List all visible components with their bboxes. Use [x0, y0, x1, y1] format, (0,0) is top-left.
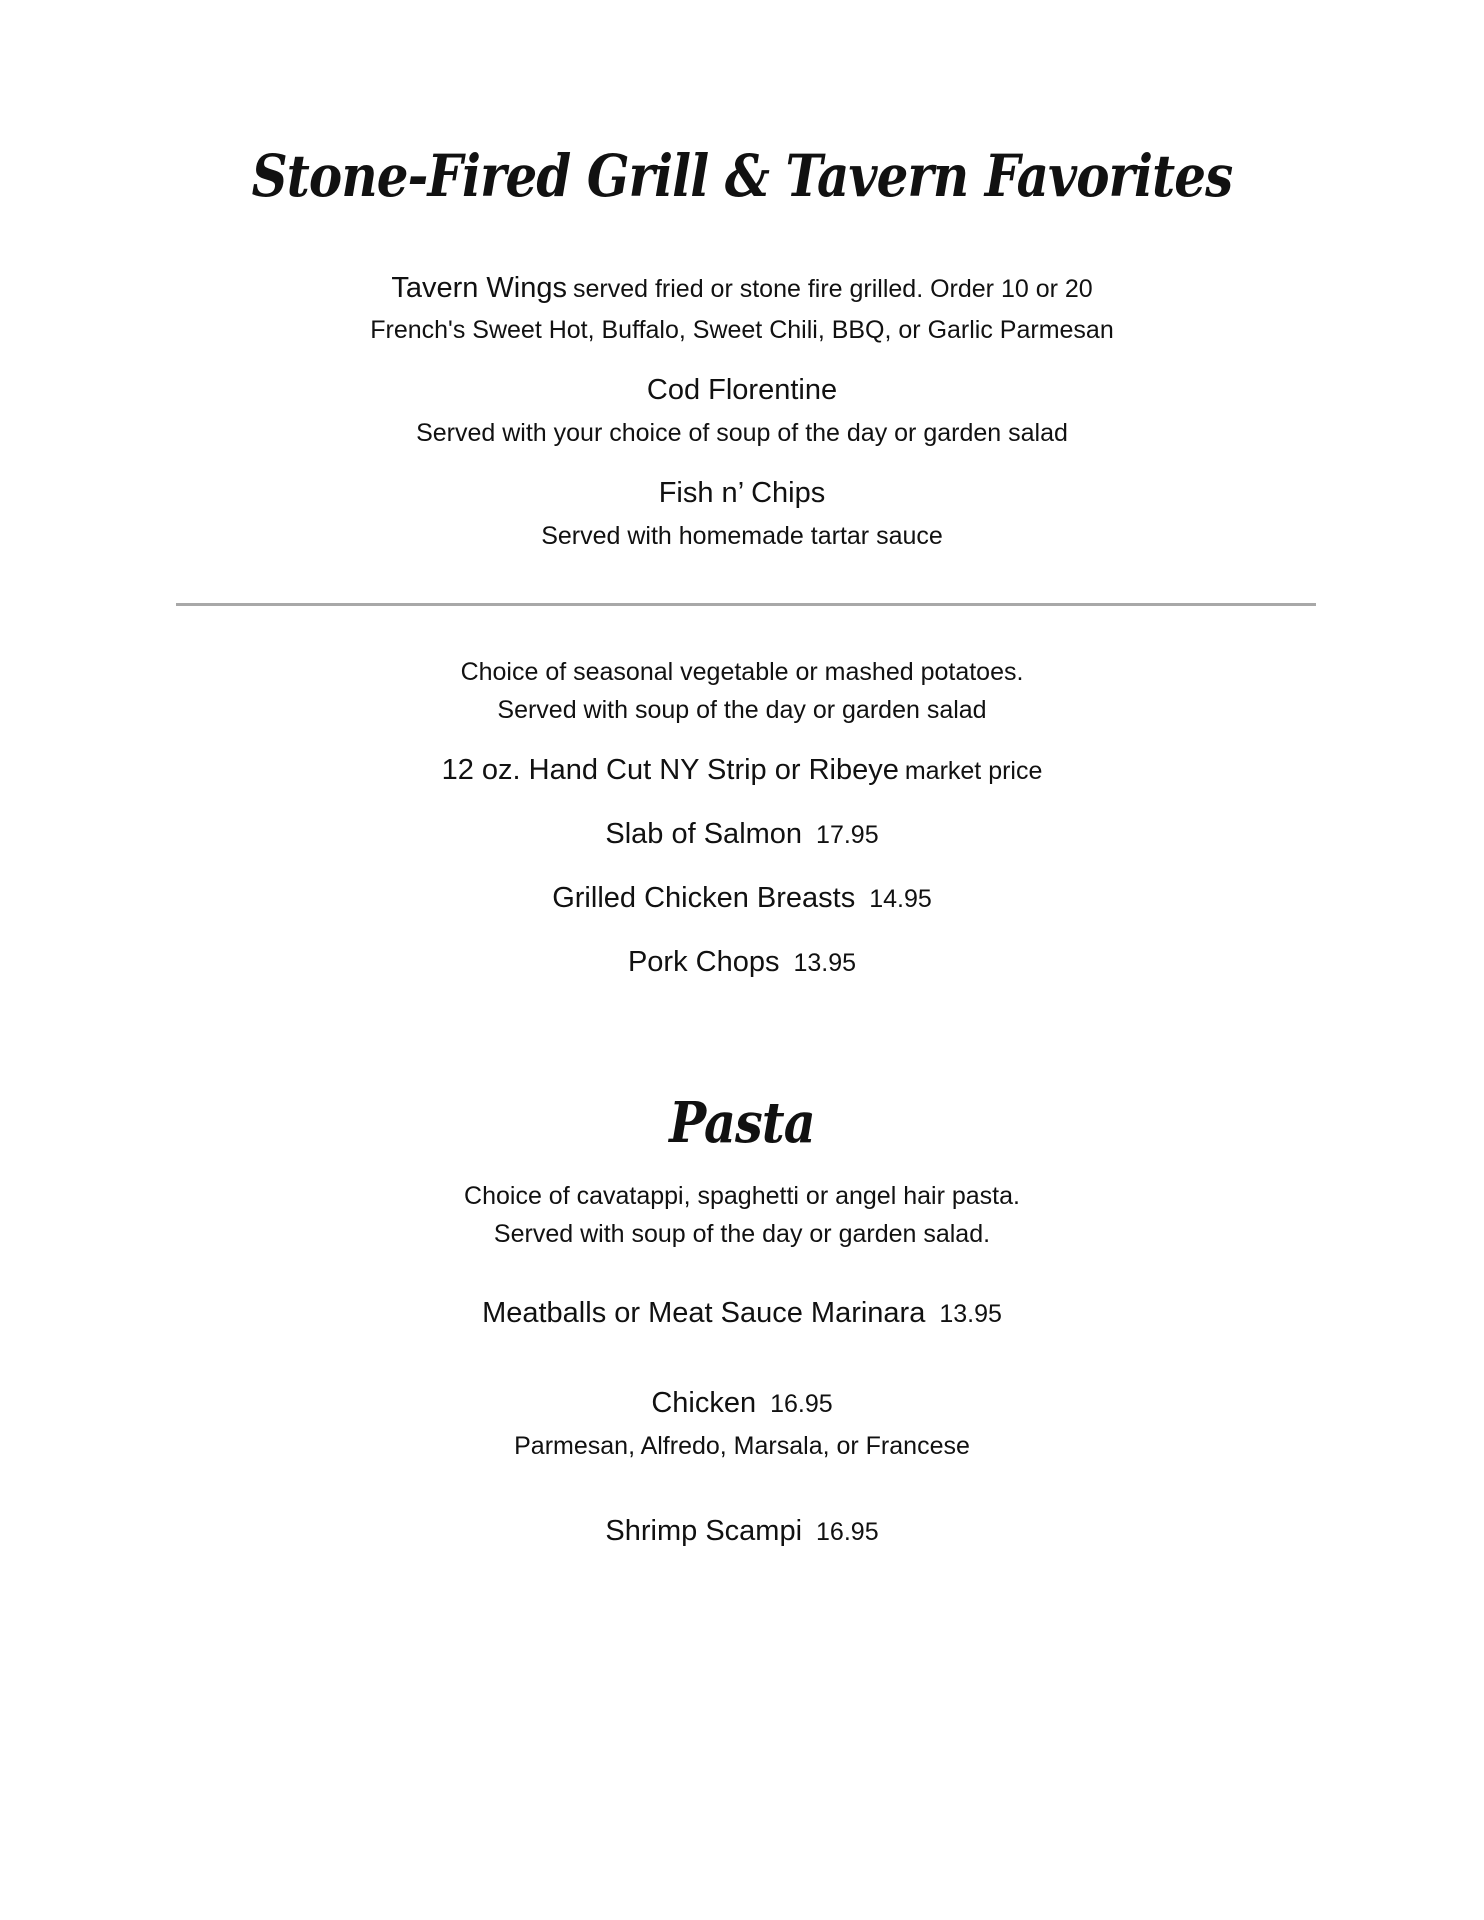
grill-item-price: 14.95 — [869, 885, 932, 913]
grill-item-price: market price — [904, 757, 1043, 785]
pasta-intro-line2: Served with soup of the day or garden salad. — [493, 1220, 991, 1248]
pasta-item-name: Shrimp Scampi — [605, 1515, 803, 1547]
grill-item — [0, 882, 1484, 915]
pasta-item-price: 13.95 — [939, 1300, 1002, 1328]
pasta-intro-line1: Choice of cavatappi, spaghetti or angel hair pasta. — [464, 1182, 1020, 1210]
grill-item-name: Grilled Chicken Breasts — [552, 882, 856, 914]
pasta-item-price: 16.95 — [770, 1390, 833, 1418]
grill-intro-line1: Choice of seasonal vegetable or mashed potatoes. — [460, 658, 1024, 686]
pasta-item-price: 16.95 — [816, 1518, 879, 1546]
grill-item-name: Pork Chops — [627, 946, 780, 978]
grill-item — [0, 754, 1484, 787]
grill-item-name: 12 oz. Hand Cut NY Strip or Ribeye — [441, 754, 899, 786]
tavern-wings-note: served fried or stone fire grilled. Order 10 or 20 — [572, 275, 1093, 303]
pasta-item — [0, 1515, 1484, 1548]
grill-item — [0, 946, 1484, 979]
pasta-item — [0, 1387, 1484, 1420]
grill-item — [0, 818, 1484, 851]
tavern-wings-name: Tavern Wings — [391, 272, 567, 304]
pasta-item-name: Chicken — [651, 1387, 757, 1419]
grill-item-price: 13.95 — [793, 949, 857, 977]
page-title: Stone-Fired Grill & Tavern Favorites — [251, 142, 1233, 210]
grill-intro-line2: Served with soup of the day or garden salad — [497, 696, 987, 724]
tavern-wings-line — [0, 272, 1484, 305]
cod-florentine-desc: Served with your choice of soup of the day or garden salad — [416, 419, 1068, 447]
fish-chips-name: Fish n’ Chips — [658, 477, 826, 509]
pasta-title: Pasta — [669, 1090, 815, 1156]
fish-chips-desc: Served with homemade tartar sauce — [541, 522, 943, 550]
pasta-item — [0, 1297, 1484, 1330]
grill-item-name: Slab of Salmon — [605, 818, 803, 850]
cod-florentine-name: Cod Florentine — [646, 374, 838, 406]
pasta-item-desc: Parmesan, Alfredo, Marsala, or Francese — [514, 1432, 970, 1460]
section-divider — [176, 603, 1316, 606]
tavern-wings-sauces: French's Sweet Hot, Buffalo, Sweet Chili, BBQ, or Garlic Parmesan — [370, 316, 1114, 344]
grill-item-price: 17.95 — [816, 821, 879, 849]
pasta-item-name: Meatballs or Meat Sauce Marinara — [482, 1297, 926, 1329]
